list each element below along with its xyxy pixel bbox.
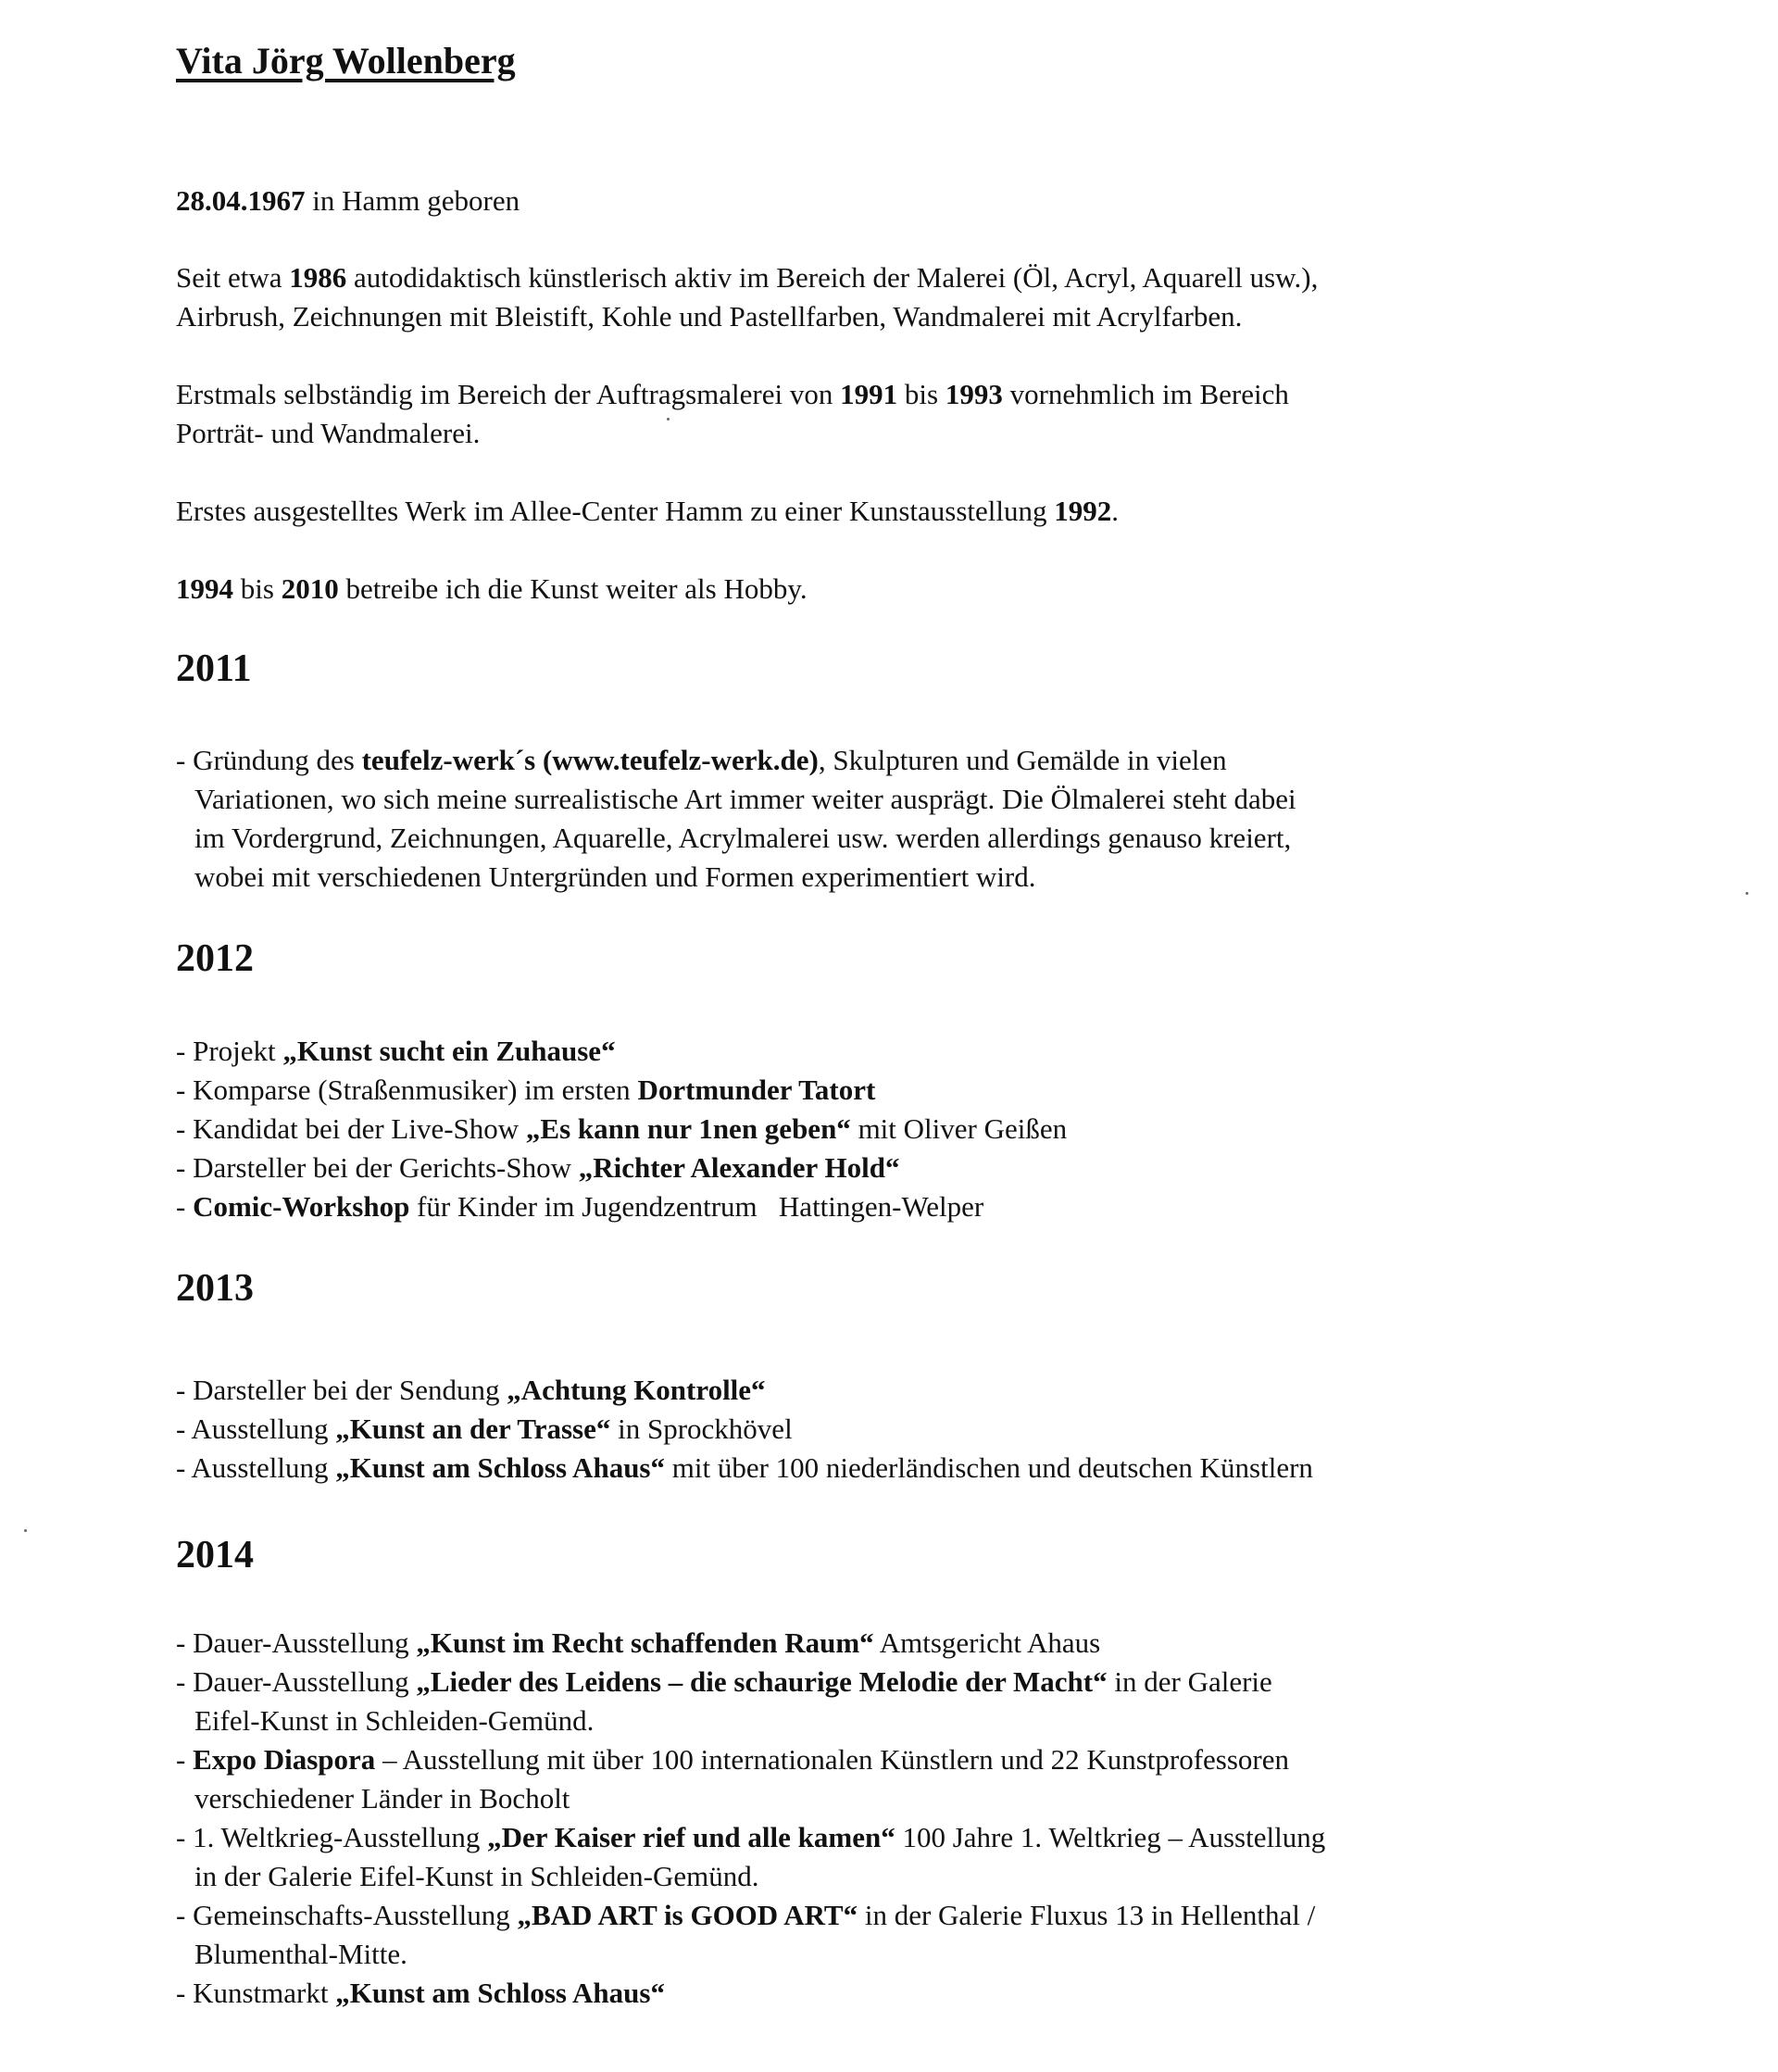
year-heading-2014: 2014 [176, 1534, 254, 1576]
year-heading-2012: 2012 [176, 937, 254, 980]
intro-paragraph-4: 1994 bis 2010 betreibe ich die Kunst weiter als Hobby. [176, 572, 808, 605]
list-item: - Expo Diaspora – Ausstellung mit über 100 internationalen Künstlern und 22 Kunstprofessoren verschiedener Länder in Bocholt [176, 1743, 1289, 1815]
list-item: - Dauer-Ausstellung „Lieder des Leidens – die schaurige Melodie der Macht“ in der Galerie Eifel-Kunst in Schleiden-Gemünd. [176, 1665, 1272, 1737]
intro-paragraph-1: Seit etwa 1986 autodidaktisch künstlerisch aktiv im Bereich der Malerei (Öl, Acryl, Aquarell usw.), Airbrush, Zeichnungen mit Bleistift, Kohle und Pastellfarben, Wandmalerei mit Acrylfarben. [176, 261, 1319, 333]
list-item: - Dauer-Ausstellung „Kunst im Recht schaffenden Raum“ Amtsgericht Ahaus [176, 1626, 1101, 1659]
list-item: - Ausstellung „Kunst am Schloss Ahaus“ mit über 100 niederländischen und deutschen Künstlern [176, 1451, 1313, 1484]
list-item: - Kunstmarkt „Kunst am Schloss Ahaus“ [176, 1977, 665, 2009]
list-item: - Projekt „Kunst sucht ein Zuhause“ [176, 1035, 616, 1067]
list-item: - Kandidat bei der Live-Show „Es kann nur 1nen geben“ mit Oliver Geißen [176, 1112, 1068, 1145]
section-2012-list [176, 1032, 1067, 1226]
section-2014-list [176, 1624, 1325, 2013]
list-item: - Ausstellung „Kunst an der Trasse“ in Sprockhövel [176, 1413, 793, 1445]
intro-paragraph-2: Erstmals selbständig im Bereich der Auftragsmalerei von 1991 bis 1993 vornehmlich im Bereich Porträt- und Wandmalerei. [176, 378, 1289, 449]
year-heading-2011: 2011 [176, 647, 252, 690]
list-item: - Darsteller bei der Sendung „Achtung Kontrolle“ [176, 1374, 766, 1406]
birth-line: 28.04.1967 in Hamm geboren [176, 184, 520, 217]
birth-date: 28.04.1967 [176, 184, 306, 217]
list-item: - 1. Weltkrieg-Ausstellung „Der Kaiser rief und alle kamen“ 100 Jahre 1. Weltkrieg – Ausstellung in der Galerie Eifel-Kunst in Schleiden-Gemünd. [176, 1821, 1326, 1892]
list-item: - Darsteller bei der Gerichts-Show „Richter Alexander Hold“ [176, 1151, 900, 1184]
scan-speck [667, 418, 670, 421]
section-2011-text: - Gründung des teufelz-werk´s (www.teufelz-werk.de), Skulpturen und Gemälde in vielen Variationen, wo sich meine surrealistische Art immer weiter ausprägt. Die Ölmalerei steht dabei im Vordergrund, Zeichnungen, Aquarelle, Acrylmalerei usw. werden allerdings genauso kreiert, wobei mit verschiedenen Untergründen und Formen experimentiert wird. [176, 744, 1296, 893]
list-item: - Komparse (Straßenmusiker) im ersten Dortmunder Tatort [176, 1074, 876, 1106]
intro-paragraph-3: Erstes ausgestelltes Werk im Allee-Center Hamm zu einer Kunstausstellung 1992. [176, 495, 1119, 527]
scan-speck [1746, 892, 1748, 895]
list-item: - Gemeinschafts-Ausstellung „BAD ART is GOOD ART“ in der Galerie Fluxus 13 in Hellenthal / Blumenthal-Mitte. [176, 1899, 1316, 1970]
list-item: - Comic-Workshop für Kinder im Jugendzentrum Hattingen-Welper [176, 1190, 984, 1223]
scan-speck [24, 1529, 27, 1532]
section-2013-list [176, 1371, 1313, 1488]
year-heading-2013: 2013 [176, 1267, 254, 1310]
document-title: Vita Jörg Wollenberg [176, 40, 516, 82]
